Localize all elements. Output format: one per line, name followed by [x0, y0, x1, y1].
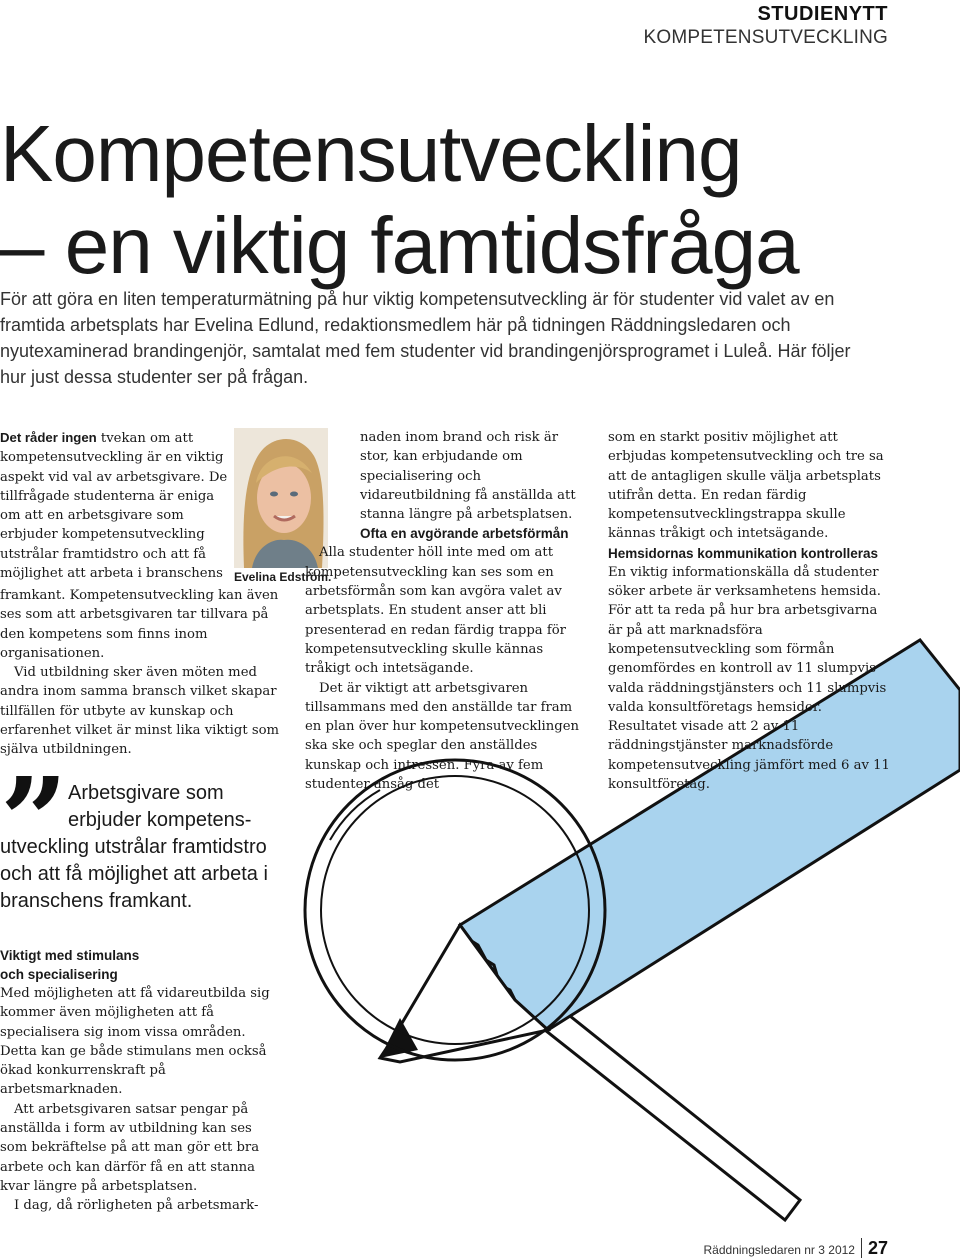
pull-quote-line1: Arbetsgivare som [68, 782, 224, 804]
article-ingress: För att göra en liten temperaturmätning på hur viktig kompetensutveckling är för studenter vid valet av en framtida arbetsplats har Evelina Edlund, redaktionsmedlem här på tidningen Räddningsledaren och nyutexaminerad brandingenjör, samtalat med fem studenter vid brandingenjörsprogramet i Luleå. Här följer hur just dessa studenter ser på frågan. [0, 289, 851, 387]
column-3-paragraph-2: En viktig informationskälla då studenter söker arbete är verksamhetens hemsida. För att ta reda på hur bra arbetsgivarna är på att marknadsföra kompetensutveckling som förmån genomfördes en kontroll av 11 slumpvis valda räddningstjänsters och 11 slumpvis valda konsultföretags hemsidor. Resultatet visade att 2 av 11 räddningstjänster marknadsförde kompetensutveckling jämfört med 6 av 11 konsultföretag. [608, 564, 890, 793]
pull-quote-rest: utveckling utstrålar framtidstro och att få möjlighet att arbeta i branschens framkant. [0, 836, 268, 912]
column-2-text [305, 428, 587, 794]
article-title-line2: – en viktig famtidsfråga [0, 201, 799, 290]
column-1-paragraph-2: Vid utbildning sker även möten med andra inom samma bransch vilket skapar tillfällen för utbyte av kunskap och erfarenhet vilket är minst lika viktigt som själva utbildningen. [0, 665, 280, 758]
column-2-subhead: Ofta en avgörande arbetsförmån [360, 526, 569, 542]
subsection-name: KOMPETENSUTVECKLING [643, 27, 888, 48]
section-name: STUDIENYTT [757, 3, 888, 25]
bottom-column-text [0, 946, 275, 1216]
column-1-paragraph-1b: framkant. Kompetensutveckling kan även ses som att arbetsgivaren tar tillvara på den kompetens som finns inom organisationen. [0, 588, 279, 661]
article-title-line1: Kompetensutveckling [0, 109, 742, 198]
bottom-paragraph-3: I dag, då rörligheten på arbetsmark- [14, 1198, 259, 1214]
column-2-paragraph-1: naden inom brand och risk är stor, kan erbjudande om specialisering och vidareutbildning få anställda att stanna längre på arbetsplatsen. [360, 430, 576, 523]
pull-quote-line2: erbjuder kompetens- [68, 809, 252, 831]
article-title [0, 108, 960, 292]
bottom-subhead-line2: och specialisering [0, 967, 118, 982]
column-3-text [608, 428, 890, 794]
photo-caption: Evelina Edström. [234, 570, 332, 584]
bottom-subhead-line1: Viktigt med stimulans [0, 948, 140, 963]
bottom-paragraph-2: Att arbetsgivaren satsar pengar på anställda i form av utbildning kan ses som bekräftelse på att man gör ett bra arbete och kan därför få en att stanna kvar längre på arbetsplatsen. [0, 1101, 260, 1194]
pull-quote [0, 780, 290, 915]
magnifier-handle [525, 990, 800, 1220]
column-2-paragraph-3: Det är viktigt att arbetsgivaren tillsammans med den anställde tar fram en plan över hur kompetensutvecklingen ska ske och speglar den anställdes kunskap och intressen. Fyra av fem studenter ansåg det [305, 680, 580, 793]
publication-name: Räddningsledaren nr 3 2012 [703, 1243, 855, 1257]
column-1-text-top [0, 428, 232, 583]
bottom-paragraph-1: Med möjligheten att få vidareutbilda sig kommer även möjligheten att få specialisera sig inom vissa områden. Detta kan ge både stimulans men också ökad konkurrenskraft på arbetsmarknaden. [0, 986, 270, 1098]
page-footer [704, 1238, 888, 1259]
column-1-paragraph-1a: tvekan om att kompetensutveckling är en viktig aspekt vid val av arbetsgivare. De tillfrågade studenterna är eniga om att en arbetsgivare som erbjuder kompetensutveckling utstrålar framtidstro och att få möjlighet att arbeta i branschens [0, 431, 228, 582]
column-1-text-bottom [0, 586, 290, 760]
section-label [643, 2, 888, 50]
quote-mark-icon: ” [0, 751, 68, 890]
column-3-paragraph-1: som en starkt positiv möjlighet att erbjudas kompetensutveckling och tre sa att de antagligen skulle välja arbetsplats utifrån detta. En redan färdig kompetensutvecklingstrappa skulle kännas tråkigt och intetsägande. [608, 430, 884, 542]
column-3-subhead: Hemsidornas kommunikation kontrolleras [608, 545, 879, 561]
page-number: 27 [861, 1238, 888, 1258]
column-2-paragraph-2: Alla studenter höll inte med om att kompetensutveckling kan ses som en arbetsförmån som kan avgöra valet av arbetsplats. En student anser att bli presenterad en redan färdig trappa för kompetensutveckling skulle kännas tråkigt och intetsägande. [305, 545, 566, 677]
lead-in: Det råder ingen [0, 430, 97, 445]
